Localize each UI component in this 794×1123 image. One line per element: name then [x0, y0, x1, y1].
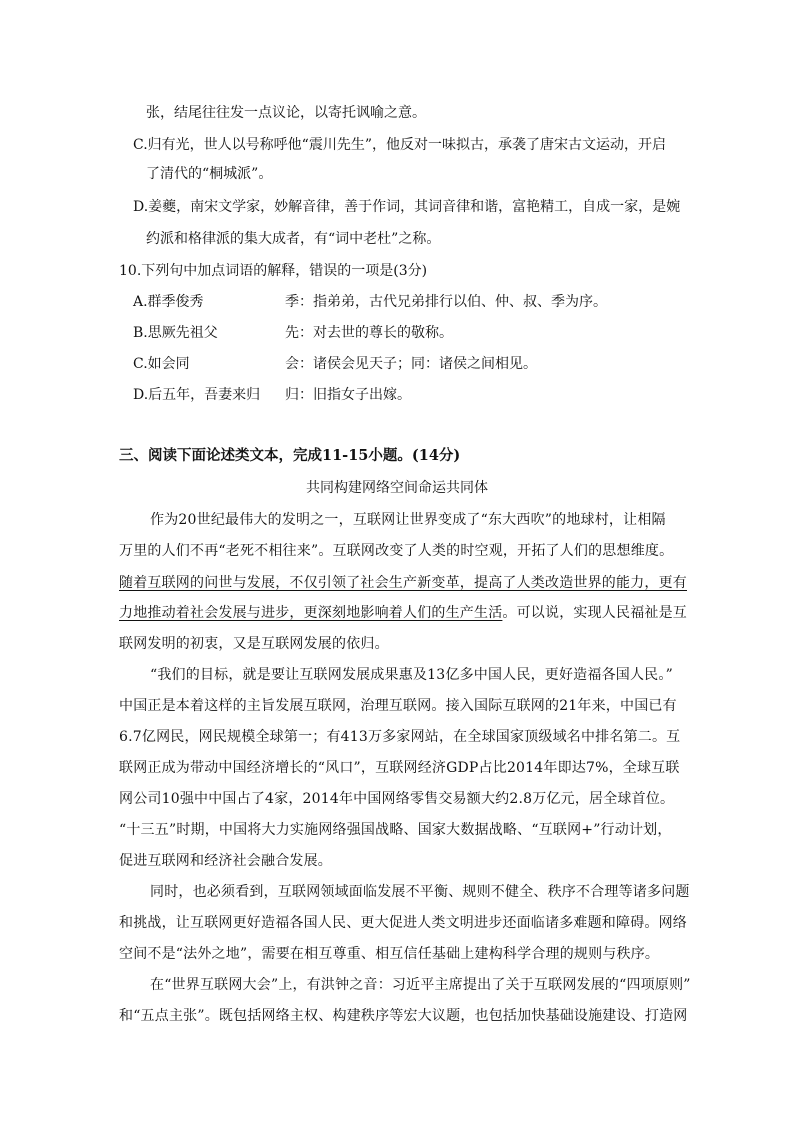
article-title: 共同构建网络空间命运共同体 [306, 480, 488, 496]
article-line-10: 网公司10强中中国占了4家，2014年中国网络零售交易额大约2.8万亿元，居全球首位。 [119, 791, 675, 807]
article-line-5: 联网发明的初衷，又是互联网发展的依归。 [119, 636, 389, 652]
q9-option-b-tail: 张，结尾往往发一点议论，以寄托讽喻之意。 [146, 105, 426, 121]
q10-option-a-explanation: 季：指弟弟，古代兄弟排行以伯、仲、叔、季为序。 [285, 294, 607, 310]
article-line-16: 在“世界互联网大会”上，有洪钟之音：习近平主席提出了关于互联网发展的“四项原则” [150, 977, 691, 993]
article-line-3-underlined: 随着互联网的问世与发展，不仅引领了社会生产新变革，提高了人类改造世界的能力，更有 [119, 575, 687, 591]
article-line-9: 联网正成为带动中国经济增长的“风口”，互联网经济GDP占比2014年即达7%，全球互联 [119, 760, 680, 776]
q10-option-d-explanation: 归：旧指女子出嫁。 [285, 387, 411, 403]
article-line-12: 促进互联网和经济社会融合发展。 [119, 853, 332, 869]
q10-stem: 10.下列句中加点词语的解释，错误的一项是(3分) [119, 263, 428, 279]
article-line-11: “十三五”时期，中国将大力实施网络强国战略、国家大数据战略、“互联网+”行动计划， [119, 822, 672, 838]
article-line-6: “我们的目标，就是要让互联网发展成果惠及13亿多中国人民，更好造福各国人民。” [150, 667, 673, 683]
article-line-14: 和挑战，让互联网更好造福各国人民、更大促进人类文明进步还面临诸多难题和障碍。网络 [119, 915, 687, 931]
article-line-7: 中国正是本着这样的主旨发展互联网，治理互联网。接入国际互联网的21年来，中国已有 [119, 698, 677, 714]
q10-option-a [133, 292, 693, 312]
article-line-13: 同时，也必须看到，互联网领域面临发展不平衡、规则不健全、秩序不合理等诸多问题 [150, 884, 690, 900]
q9-option-d-line2: 约派和格律派的集大成者，有“词中老杜”之称。 [146, 231, 441, 247]
article-line-4-tail: 。可以说，实现人民福祉是互 [502, 605, 688, 621]
q10-option-b-explanation: 先：对去世的尊长的敬称。 [285, 325, 453, 341]
article-line-17: 和“五点主张”。既包括网络主权、构建秩序等宏大议题，也包括加快基础设施建设、打造网 [119, 1008, 688, 1024]
q9-option-d-line1: D.姜夔，南宋文学家，妙解音律，善于作词，其词音律和谐，富艳精工，自成一家，是婉 [133, 199, 681, 215]
article-line-2: 万里的人们不再“老死不相往来”。互联网改变了人类的时空观，开拓了人们的思想维度。 [119, 543, 674, 559]
q10-option-b [133, 323, 693, 343]
article-line-4-underlined: 力地推动着社会发展与进步，更深刻地影响着人们的生产生活 [119, 605, 503, 621]
q10-option-c [133, 354, 693, 374]
article-line-1: 作为20世纪最伟大的发明之一，互联网让世界变成了“东大西吹”的地球村，让相隔 [150, 512, 666, 528]
q9-option-c-line1: C.归有光，世人以号称呼他“震川先生”，他反对一味拟古，承袭了唐宋古文运动，开启 [133, 137, 666, 153]
q10-option-b-sentence: B.思厥先祖父 [133, 325, 218, 341]
article-line-4 [119, 603, 687, 623]
q9-option-c-line2: 了清代的“桐城派”。 [146, 166, 273, 182]
q10-option-d [133, 385, 693, 405]
section-heading: 三、阅读下面论述类文本，完成11-15小题。(14分) [119, 447, 461, 464]
article-line-15: 空间不是“法外之地”，需要在相互尊重、相互信任基础上建构科学合理的规则与秩序。 [119, 946, 660, 962]
article-line-8: 6.7亿网民，网民规模全球第一；有413万多家网站，在全球国家顶级域名中排名第二。互 [119, 729, 681, 745]
q10-option-d-sentence: D.后五年，吾妻来归 [133, 387, 261, 403]
q10-option-c-explanation: 会：诸侯会见天子；同：诸侯之间相见。 [285, 356, 537, 372]
q10-option-c-sentence: C.如会同 [133, 356, 190, 372]
q10-option-a-sentence: A.群季俊秀 [133, 294, 204, 310]
